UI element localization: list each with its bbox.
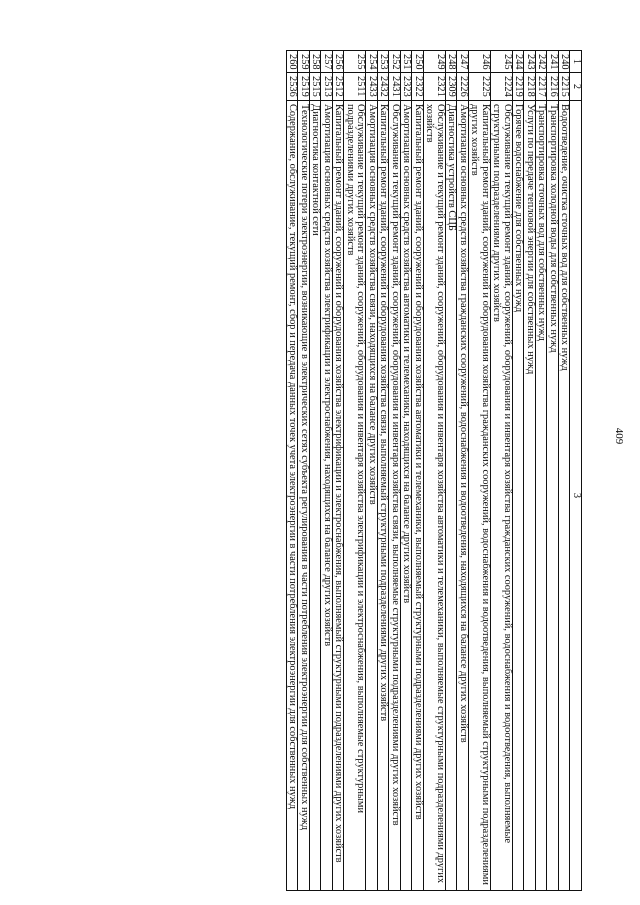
row-code: 2321 — [424, 73, 446, 101]
rotated-table-container — [42, 50, 582, 890]
row-description: Технологические потери электроэнергии, возникающие в электрических сетях субъекта регулирования в части потребления электроэнергии для собственных нужд — [298, 101, 310, 891]
row-description: Амортизация основных средств хозяйства электрификации и электроснабжения, находящихся на балансе других хозяйств — [321, 101, 333, 891]
row-code: 2512 — [333, 73, 345, 101]
table-row — [457, 51, 469, 891]
row-number: 253 — [378, 51, 390, 73]
row-description: Услуги по передаче тепловой энергии для собственных нужд — [524, 101, 536, 891]
row-number: 254 — [366, 51, 378, 73]
row-number: 246 — [469, 51, 491, 73]
row-description: Амортизация основных средств хозяйства автоматики и телемеханики, находящихся на балансе других хозяйств — [401, 101, 413, 891]
row-number: 251 — [401, 51, 413, 73]
row-code: 2513 — [321, 73, 333, 101]
header-col-2: 2 — [570, 73, 582, 101]
row-number: 252 — [389, 51, 401, 73]
row-code: 2219 — [513, 73, 525, 101]
row-number: 257 — [321, 51, 333, 73]
row-code: 2515 — [310, 73, 322, 101]
row-description: Амортизация основных средств хозяйства гражданских сооружений, водоснабжения и водоотведения, находящихся на балансе других хозяйств — [457, 101, 469, 891]
row-code: 2322 — [412, 73, 424, 101]
table-row — [536, 51, 548, 891]
row-code: 2433 — [366, 73, 378, 101]
row-description: Капитальный ремонт зданий, сооружений и оборудования хозяйства автоматики и телемеханики, выполняемый структурными подразделениями других хозяйств — [412, 101, 424, 891]
row-number: 240 — [559, 51, 571, 73]
row-description: Диагностика контактной сети — [310, 101, 322, 891]
row-description: Обслуживание и текущий ремонт зданий, сооружений, оборудования и инвентаря хозяйства электрификации и электроснабжения, выполняемые структурными подразделениями других хозяйств — [344, 101, 366, 891]
table-row — [321, 51, 333, 891]
row-number: 259 — [298, 51, 310, 73]
row-description: Капитальный ремонт зданий, сооружений и оборудования хозяйства связи, выполняемый структурными подразделениями других хозяйств — [378, 101, 390, 891]
row-description: Диагностика устройств СЦБ — [446, 101, 458, 891]
table-row — [491, 51, 513, 891]
row-number: 260 — [287, 51, 299, 73]
row-description: Капитальный ремонт зданий, сооружений и оборудования хозяйства электрификации и электроснабжения, выполняемый структурными подразделениями других хозяйств — [333, 101, 345, 891]
header-col-3: 3 — [570, 101, 582, 891]
row-code: 2225 — [469, 73, 491, 101]
row-number: 247 — [457, 51, 469, 73]
row-number: 243 — [524, 51, 536, 73]
header-col-1: 1 — [570, 51, 582, 73]
row-number: 256 — [333, 51, 345, 73]
table-body — [287, 51, 571, 891]
table-row — [366, 51, 378, 891]
row-description: Амортизация основных средств хозяйства связи, находящихся на балансе других хозяйств — [366, 101, 378, 891]
table-row — [298, 51, 310, 891]
row-code: 2226 — [457, 73, 469, 101]
table-row — [524, 51, 536, 891]
row-number: 242 — [536, 51, 548, 73]
table-row — [424, 51, 446, 891]
row-number: 249 — [424, 51, 446, 73]
table-row — [547, 51, 559, 891]
row-code: 2309 — [446, 73, 458, 101]
codes-table — [286, 50, 582, 891]
row-description: Обслуживание и текущий ремонт зданий, сооружений, оборудования и инвентаря хозяйства гражданских сооружений, водоснабжения и водоотведения, выполняемые структурными подразделениями других хозяйств — [491, 101, 513, 891]
row-description: Горячее водоснабжение для собственных нужд — [513, 101, 525, 891]
row-code: 2323 — [401, 73, 413, 101]
table-row — [412, 51, 424, 891]
table-row — [469, 51, 491, 891]
row-description: Водоотведение, очистка сточных вод для собственных нужд — [559, 101, 571, 891]
row-number: 258 — [310, 51, 322, 73]
page-number: 409 — [613, 427, 625, 445]
row-code: 2218 — [524, 73, 536, 101]
row-code: 2511 — [344, 73, 366, 101]
row-description: Транспортировка холодной воды для собственных нужд — [547, 101, 559, 891]
table-row — [344, 51, 366, 891]
table-row — [333, 51, 345, 891]
row-number: 245 — [491, 51, 513, 73]
row-code: 2216 — [547, 73, 559, 101]
row-description: Капитальный ремонт зданий, сооружений и оборудования хозяйства гражданских сооружений, водоснабжения и водоотведения, выполняемый структурными подразделениями других хозяйств — [469, 101, 491, 891]
row-code: 2432 — [378, 73, 390, 101]
row-number: 244 — [513, 51, 525, 73]
table-row — [401, 51, 413, 891]
row-code: 2217 — [536, 73, 548, 101]
row-number: 255 — [344, 51, 366, 73]
row-code: 2215 — [559, 73, 571, 101]
row-number: 248 — [446, 51, 458, 73]
row-description: Обслуживание и текущий ремонт зданий, сооружений, оборудования и инвентаря хозяйства автоматики и телемеханики, выполняемые структурными подразделениями других хозяйств — [424, 101, 446, 891]
row-code: 2519 — [298, 73, 310, 101]
row-number: 250 — [412, 51, 424, 73]
row-description: Транспортировка сточных вод для собственных нужд — [536, 101, 548, 891]
row-description: Содержание, обслуживание, текущий ремонт, сбор и передача данных точек учета электроэнергии в части потребления электроэнергии для собственных нужд — [287, 101, 299, 891]
table-row — [446, 51, 458, 891]
table-row — [378, 51, 390, 891]
row-number: 241 — [547, 51, 559, 73]
header-row — [570, 51, 582, 891]
row-code: 2536 — [287, 73, 299, 101]
table-row — [310, 51, 322, 891]
table-row — [559, 51, 571, 891]
table-row — [287, 51, 299, 891]
row-description: Обслуживание и текущий ремонт зданий, сооружений, оборудования и инвентаря хозяйства связи, выполняемые структурными подразделениями других хозяйств — [389, 101, 401, 891]
row-code: 2224 — [491, 73, 513, 101]
row-code: 2431 — [389, 73, 401, 101]
table-row — [389, 51, 401, 891]
table-row — [513, 51, 525, 891]
